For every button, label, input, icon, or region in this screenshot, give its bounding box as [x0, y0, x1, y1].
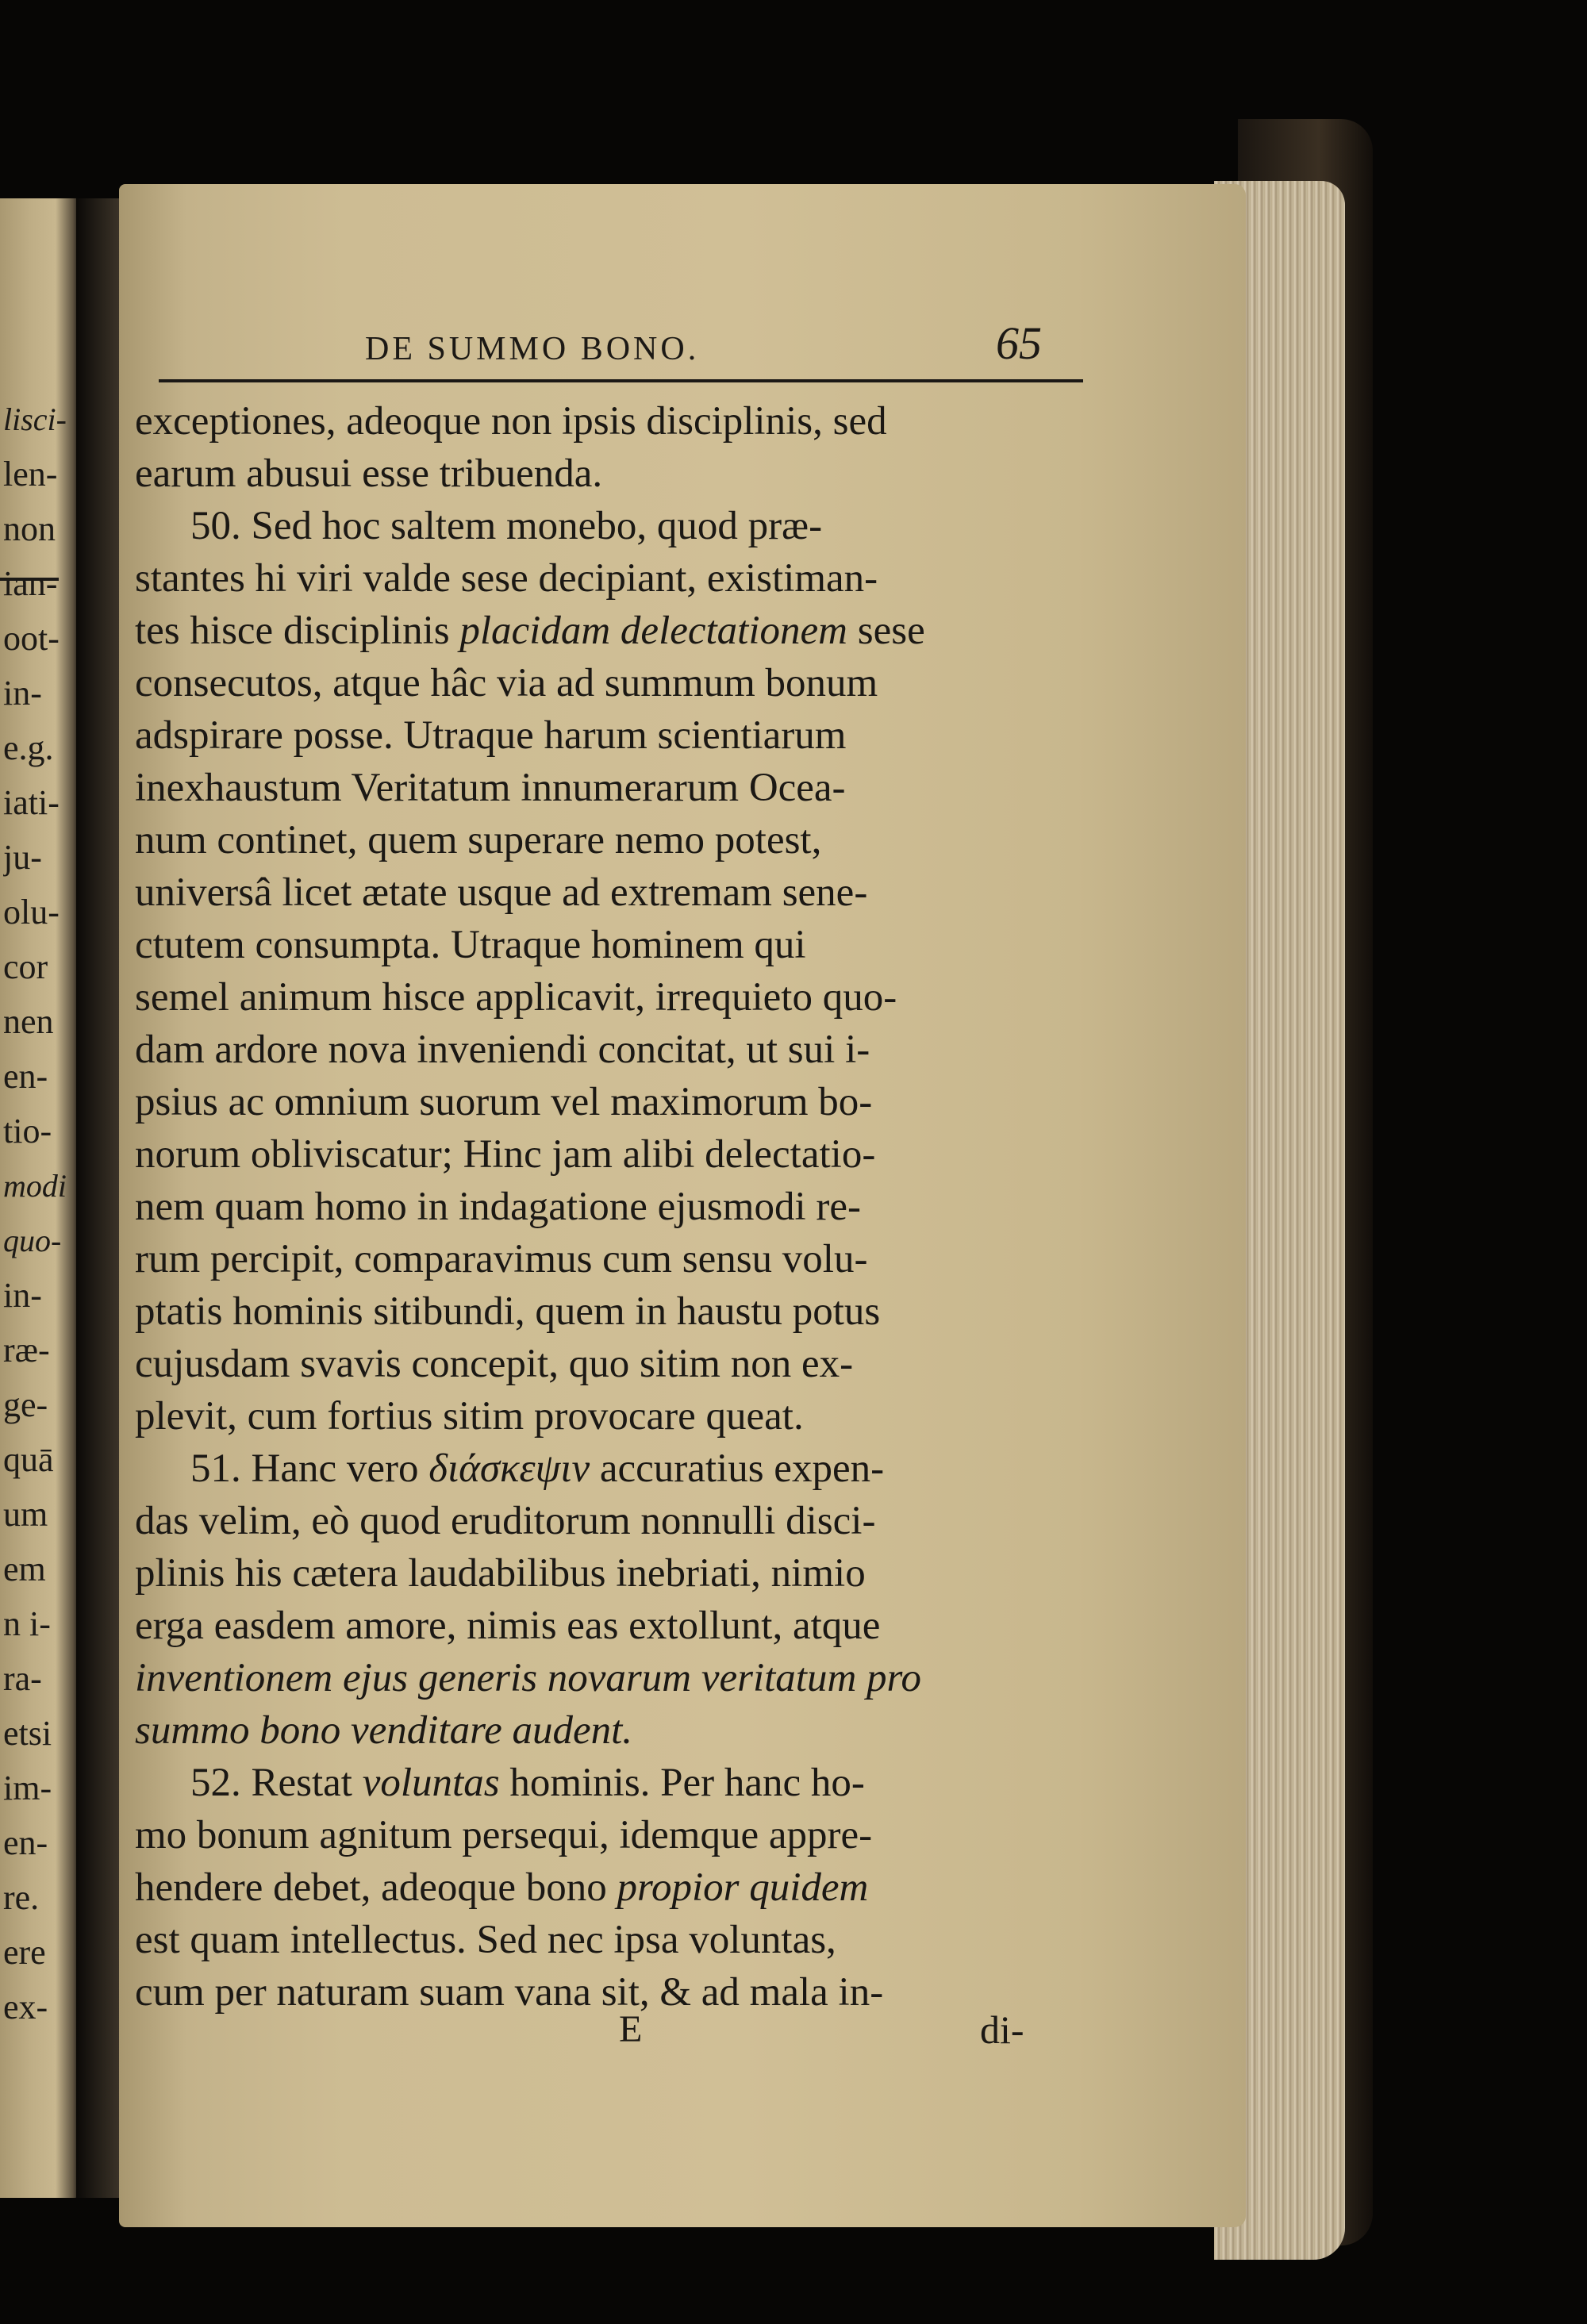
text-segment: hendere debet, adeoque bono [135, 1865, 617, 1910]
text-segment: dam ardore nova inveniendi concitat, ut sui i- [135, 1028, 870, 1072]
text-segment: ptatis hominis sitibundi, quem in haustu potus [135, 1289, 881, 1334]
text-line [135, 1495, 1087, 1547]
text-line [135, 1914, 1087, 1966]
page-number: 65 [996, 317, 1042, 369]
text-line [135, 500, 1087, 552]
text-line [135, 709, 1087, 762]
italic-segment: summo bono venditare audent. [135, 1708, 633, 1753]
running-header: DE SUMMO BONO. [365, 331, 700, 367]
text-segment: sese [847, 609, 925, 653]
text-line [135, 1547, 1087, 1600]
text-line [135, 395, 1087, 448]
text-segment: psius ac omnium suorum vel maximorum bo- [135, 1080, 873, 1124]
text-segment: num continet, quem superare nemo potest, [135, 818, 822, 862]
text-line [135, 1128, 1087, 1181]
text-segment: adspirare posse. Utraque harum scientiarum [135, 713, 847, 758]
text-line [135, 1809, 1087, 1861]
previous-page-fragment: im- [3, 1769, 52, 1807]
previous-page-fragment: ra- [3, 1659, 42, 1698]
previous-page-fragment: in- [3, 1276, 42, 1315]
text-segment: consecutos, atque hâc via ad summum bonum [135, 661, 878, 705]
text-line [135, 1233, 1087, 1285]
text-segment: erga easdem amore, nimis eas extollunt, atque [135, 1604, 881, 1648]
text-line [135, 814, 1087, 866]
text-segment: 51. Hanc vero [190, 1446, 429, 1491]
text-segment: stantes hi viri valde sese decipiant, existiman- [135, 556, 878, 601]
previous-page-fragment: modi [3, 1168, 67, 1204]
italic-segment: placidam delectationem [459, 609, 847, 653]
text-line [135, 1704, 1087, 1757]
text-segment: exceptiones, adeoque non ipsis disciplinis, sed [135, 399, 887, 444]
text-segment: mo bonum agnitum persequi, idemque appre- [135, 1813, 873, 1857]
text-segment: accuratius expen- [590, 1446, 885, 1491]
previous-page-fragment: n i- [3, 1604, 51, 1643]
text-segment: universâ licet ætate usque ad extremam sene- [135, 870, 868, 915]
previous-page-fragment: en- [3, 1057, 48, 1096]
text-segment: inexhaustum Veritatum innumerarum Ocea- [135, 766, 846, 810]
previous-page-fragment: em [3, 1550, 46, 1588]
text-segment: norum obliviscatur; Hinc jam alibi delectatio- [135, 1132, 876, 1177]
previous-page-fragment: ex- [3, 1988, 48, 2026]
text-line [135, 1861, 1087, 1914]
text-segment: semel animum hisce applicavit, irrequieto quo- [135, 975, 897, 1020]
text-line [135, 448, 1087, 500]
previous-page-fragment: re. [3, 1878, 40, 1917]
text-line [135, 1181, 1087, 1233]
text-line [135, 1024, 1087, 1076]
text-segment: plevit, cum fortius sitim provocare queat. [135, 1394, 804, 1439]
text-line [135, 1390, 1087, 1442]
text-segment: nem quam homo in indagatione ejusmodi re- [135, 1185, 861, 1229]
previous-page-fragment: quā [3, 1440, 54, 1479]
text-line [135, 552, 1087, 605]
text-segment: ctutem consumpta. Utraque hominem qui [135, 923, 806, 967]
previous-page-fragment: ge- [3, 1385, 48, 1424]
previous-page-fragment: olu- [3, 893, 60, 932]
text-segment: plinis his cætera laudabilibus inebriati, nimio [135, 1551, 866, 1596]
previous-page-fragment: ræ- [3, 1331, 50, 1369]
text-line [135, 657, 1087, 709]
text-segment: 52. Restat [190, 1761, 363, 1805]
text-segment: hominis. Per hanc ho- [499, 1761, 865, 1805]
text-line [135, 971, 1087, 1024]
italic-segment: voluntas [362, 1761, 500, 1805]
text-line [135, 1285, 1087, 1338]
header-rule [159, 379, 1083, 382]
text-segment: 50. Sed hoc saltem monebo, quod præ- [190, 504, 823, 548]
previous-page-fragment: e.g. [3, 728, 54, 767]
text-line [135, 1652, 1087, 1704]
previous-page-fragment: ere [3, 1933, 46, 1972]
previous-page-fragment: nen [3, 1002, 54, 1041]
text-segment: rum percipit, comparavimus cum sensu volu- [135, 1237, 868, 1281]
text-line [135, 919, 1087, 971]
text-line [135, 1757, 1087, 1809]
text-line [135, 762, 1087, 814]
signature-mark: E [619, 2008, 643, 2050]
previous-page-fragment: non [3, 509, 56, 548]
previous-page-fragment: tio- [3, 1112, 52, 1150]
text-segment: tes hisce disciplinis [135, 609, 460, 653]
previous-page-fragment: iati- [3, 783, 60, 822]
italic-segment: διάσκεψιν [428, 1446, 590, 1491]
previous-page-fragment: oot- [3, 619, 60, 658]
previous-page-fragment: len- [3, 455, 58, 494]
text-segment: est quam intellectus. Sed nec ipsa voluntas, [135, 1918, 836, 1962]
italic-segment: propior quidem [617, 1865, 869, 1910]
previous-page-fragment: quo- [3, 1223, 62, 1258]
text-line [135, 605, 1087, 657]
previous-page-fragment: in- [3, 674, 42, 713]
previous-page-fragment: ju- [3, 838, 42, 877]
previous-page-fragment: cor [3, 947, 48, 986]
previous-page-fragment: ian- [3, 564, 58, 603]
text-line [135, 1076, 1087, 1128]
text-line [135, 1966, 1087, 2019]
text-line [135, 1338, 1087, 1390]
catchword: di- [980, 2007, 1024, 2052]
text-line [135, 866, 1087, 919]
previous-page-fragment: lisci- [3, 401, 67, 437]
text-segment: das velim, eò quod eruditorum nonnulli disci- [135, 1499, 876, 1543]
previous-page-fragment: etsi [3, 1714, 52, 1753]
previous-page-fragment: en- [3, 1823, 48, 1862]
text-line [135, 1442, 1087, 1495]
text-line [135, 1600, 1087, 1652]
text-segment: cujusdam svavis concepit, quo sitim non ex- [135, 1342, 854, 1386]
text-segment: cum per naturam suam vana sit, & ad mala in- [135, 1970, 884, 2015]
italic-segment: inventionem ejus generis novarum veritatum pro [135, 1656, 922, 1700]
text-segment: earum abusui esse tribuenda. [135, 451, 603, 496]
previous-page-fragment: um [3, 1495, 48, 1534]
body-text [135, 395, 1087, 2019]
